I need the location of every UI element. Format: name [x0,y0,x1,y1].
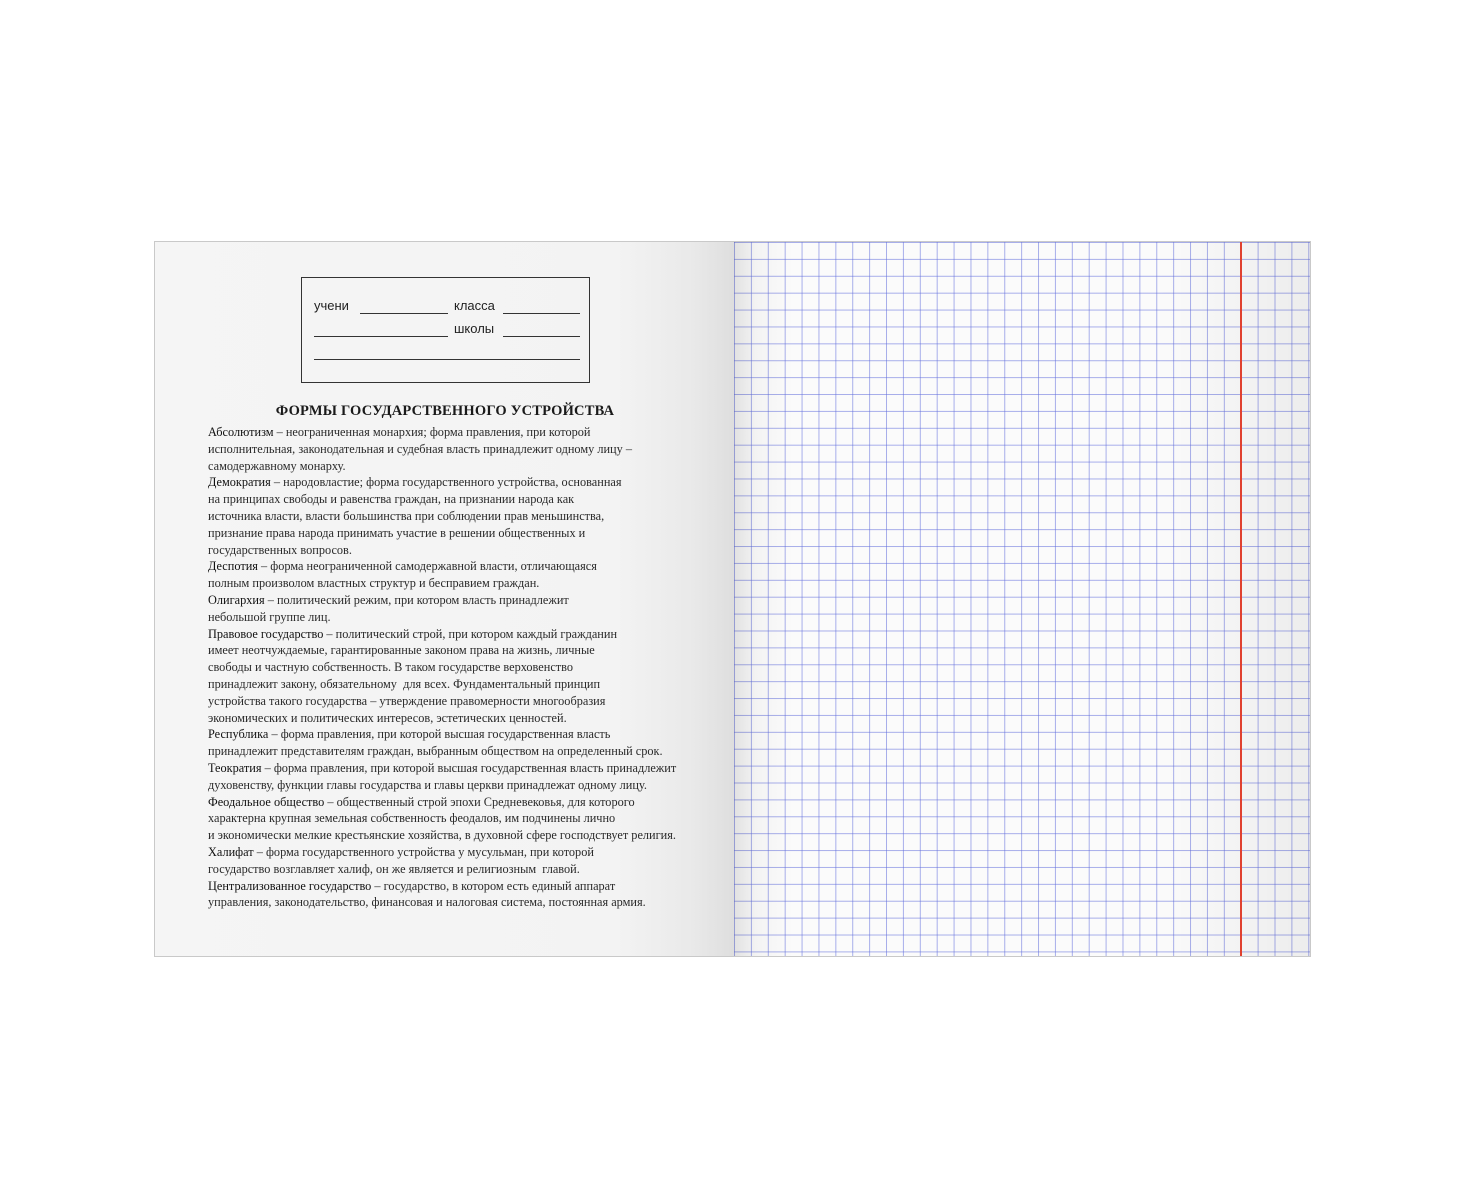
definition-line [208,575,708,592]
definition-term: Халифат [208,844,254,859]
school-word: школы [454,321,495,336]
definition-text: – политический режим, при котором власть принадлежит [264,592,569,607]
definition-line [208,794,708,811]
definition-line [208,626,708,643]
definition-line [208,676,708,693]
definition-term: Республика [208,727,269,742]
definition-term: Феодальное общество [208,794,325,809]
definition-text: принадлежит представителям граждан, выбранным обществом на определенный срок. [208,744,663,759]
definition-line [208,760,708,777]
definition-item [208,424,708,474]
definition-text: свободы и частную собственность. В таком государстве верховенство [208,660,574,675]
definition-text: признание права народа принимать участие в решении общественных и [208,525,586,540]
definition-term: Абсолютизм [208,425,274,439]
grid-page [734,242,1311,956]
definition-text: государство возглавляет халиф, он же является и религиозным главой. [208,861,580,876]
name-line[interactable] [314,336,448,337]
label-row-4 [314,367,579,387]
definition-item [208,474,708,558]
definition-text: – форма правления, при которой высшая государственная власть принадлежит [261,760,677,775]
class-word: класса [454,298,495,313]
definition-text: – форма государственного устройства у мусульман, при которой [253,844,594,859]
definition-line [208,558,708,575]
definition-item [208,878,708,912]
definition-text: – политический строй, при котором каждый гражданин [323,626,618,641]
definition-line [208,878,708,895]
school-line[interactable] [503,336,580,337]
definition-line [208,424,708,441]
class-line[interactable] [503,313,580,314]
definition-text: – народовластие; форма государственного устройства, основанная [270,475,622,490]
definition-line [208,659,708,676]
definition-line [208,491,708,508]
definition-term: Олигархия [208,592,265,607]
definition-text: на принципах свободы и равенства граждан, на признании народа как [208,492,575,507]
definition-line [208,642,708,659]
definition-item [208,760,708,794]
definition-text: управления, законодательство, финансовая и налоговая система, постоянная армия. [208,895,646,910]
blank-line-1[interactable] [314,359,580,360]
definition-line [208,894,708,911]
definition-text: самодержавному монарху. [208,458,346,473]
definition-text: характерна крупная земельная собственность феодалов, им подчинены лично [208,811,616,826]
label-row-3 [314,344,579,364]
definition-line [208,592,708,609]
definition-term: Теократия [208,760,262,775]
definition-text: – форма неограниченной самодержавной власти, отличающаяся [257,559,597,574]
student-line[interactable] [360,313,448,314]
definition-line [208,525,708,542]
definition-term: Централизованное государство [208,878,372,893]
name-label-box [301,277,590,383]
definition-item [208,558,708,592]
left-page [155,242,734,956]
definition-text: имеет неотчуждаемые, гарантированные законом права на жизнь, личные [208,643,595,658]
definition-text: – форма правления, при которой высшая государственная власть [268,727,611,742]
definition-line [208,458,708,475]
definition-item [208,726,708,760]
definition-text: – государство, в котором есть единый аппарат [371,878,616,893]
notebook-spread [154,241,1311,957]
definitions-list [208,424,708,911]
definition-line [208,777,708,794]
label-row-school [314,321,579,341]
page-title: ФОРМЫ ГОСУДАРСТВЕННОГО УСТРОЙСТВА [275,403,615,419]
definition-text: – неограниченная монархия; форма правления, при которой [273,425,591,439]
definition-line [208,743,708,760]
definition-text: государственных вопросов. [208,542,352,557]
definition-text: полным произволом властных структур и бесправием граждан. [208,576,540,591]
definition-line [208,508,708,525]
definition-text: принадлежит закону, обязательному для всех. Фундаментальный принцип [208,676,601,691]
definition-text: устройства такого государства – утверждение правомерности многообразия [208,693,606,708]
definition-line [208,710,708,727]
definition-line [208,844,708,861]
definition-line [208,810,708,827]
definition-line [208,726,708,743]
definition-line [208,827,708,844]
definition-text: – общественный строй эпохи Средневековья, для которого [324,794,635,809]
definition-line [208,474,708,491]
student-word: учени [314,298,349,313]
definition-line [208,441,708,458]
definition-term: Демократия [208,475,271,490]
definition-text: исполнительная, законодательная и судебная власть принадлежит одному лицу – [208,441,633,456]
definition-item [208,592,708,626]
definition-term: Деспотия [208,559,258,574]
definition-item [208,844,708,878]
definition-text: духовенству, функции главы государства и главы церкви принадлежат одному лицу. [208,777,647,792]
definition-line [208,609,708,626]
definition-item [208,626,708,727]
margin-line [1240,242,1242,956]
definition-text: и экономически мелкие крестьянские хозяйства, в духовной сфере господствует религия. [208,828,676,843]
definition-text: источника власти, власти большинства при соблюдении прав меньшинства, [208,508,605,523]
definition-term: Правовое государство [208,626,324,641]
label-row-student [314,298,579,318]
definition-line [208,693,708,710]
blank-line-2[interactable] [314,382,580,383]
definition-text: экономических и политических интересов, эстетических ценностей. [208,710,567,725]
definition-text: небольшой группе лиц. [208,609,331,624]
definition-line [208,542,708,559]
definition-line [208,861,708,878]
definition-item [208,794,708,844]
